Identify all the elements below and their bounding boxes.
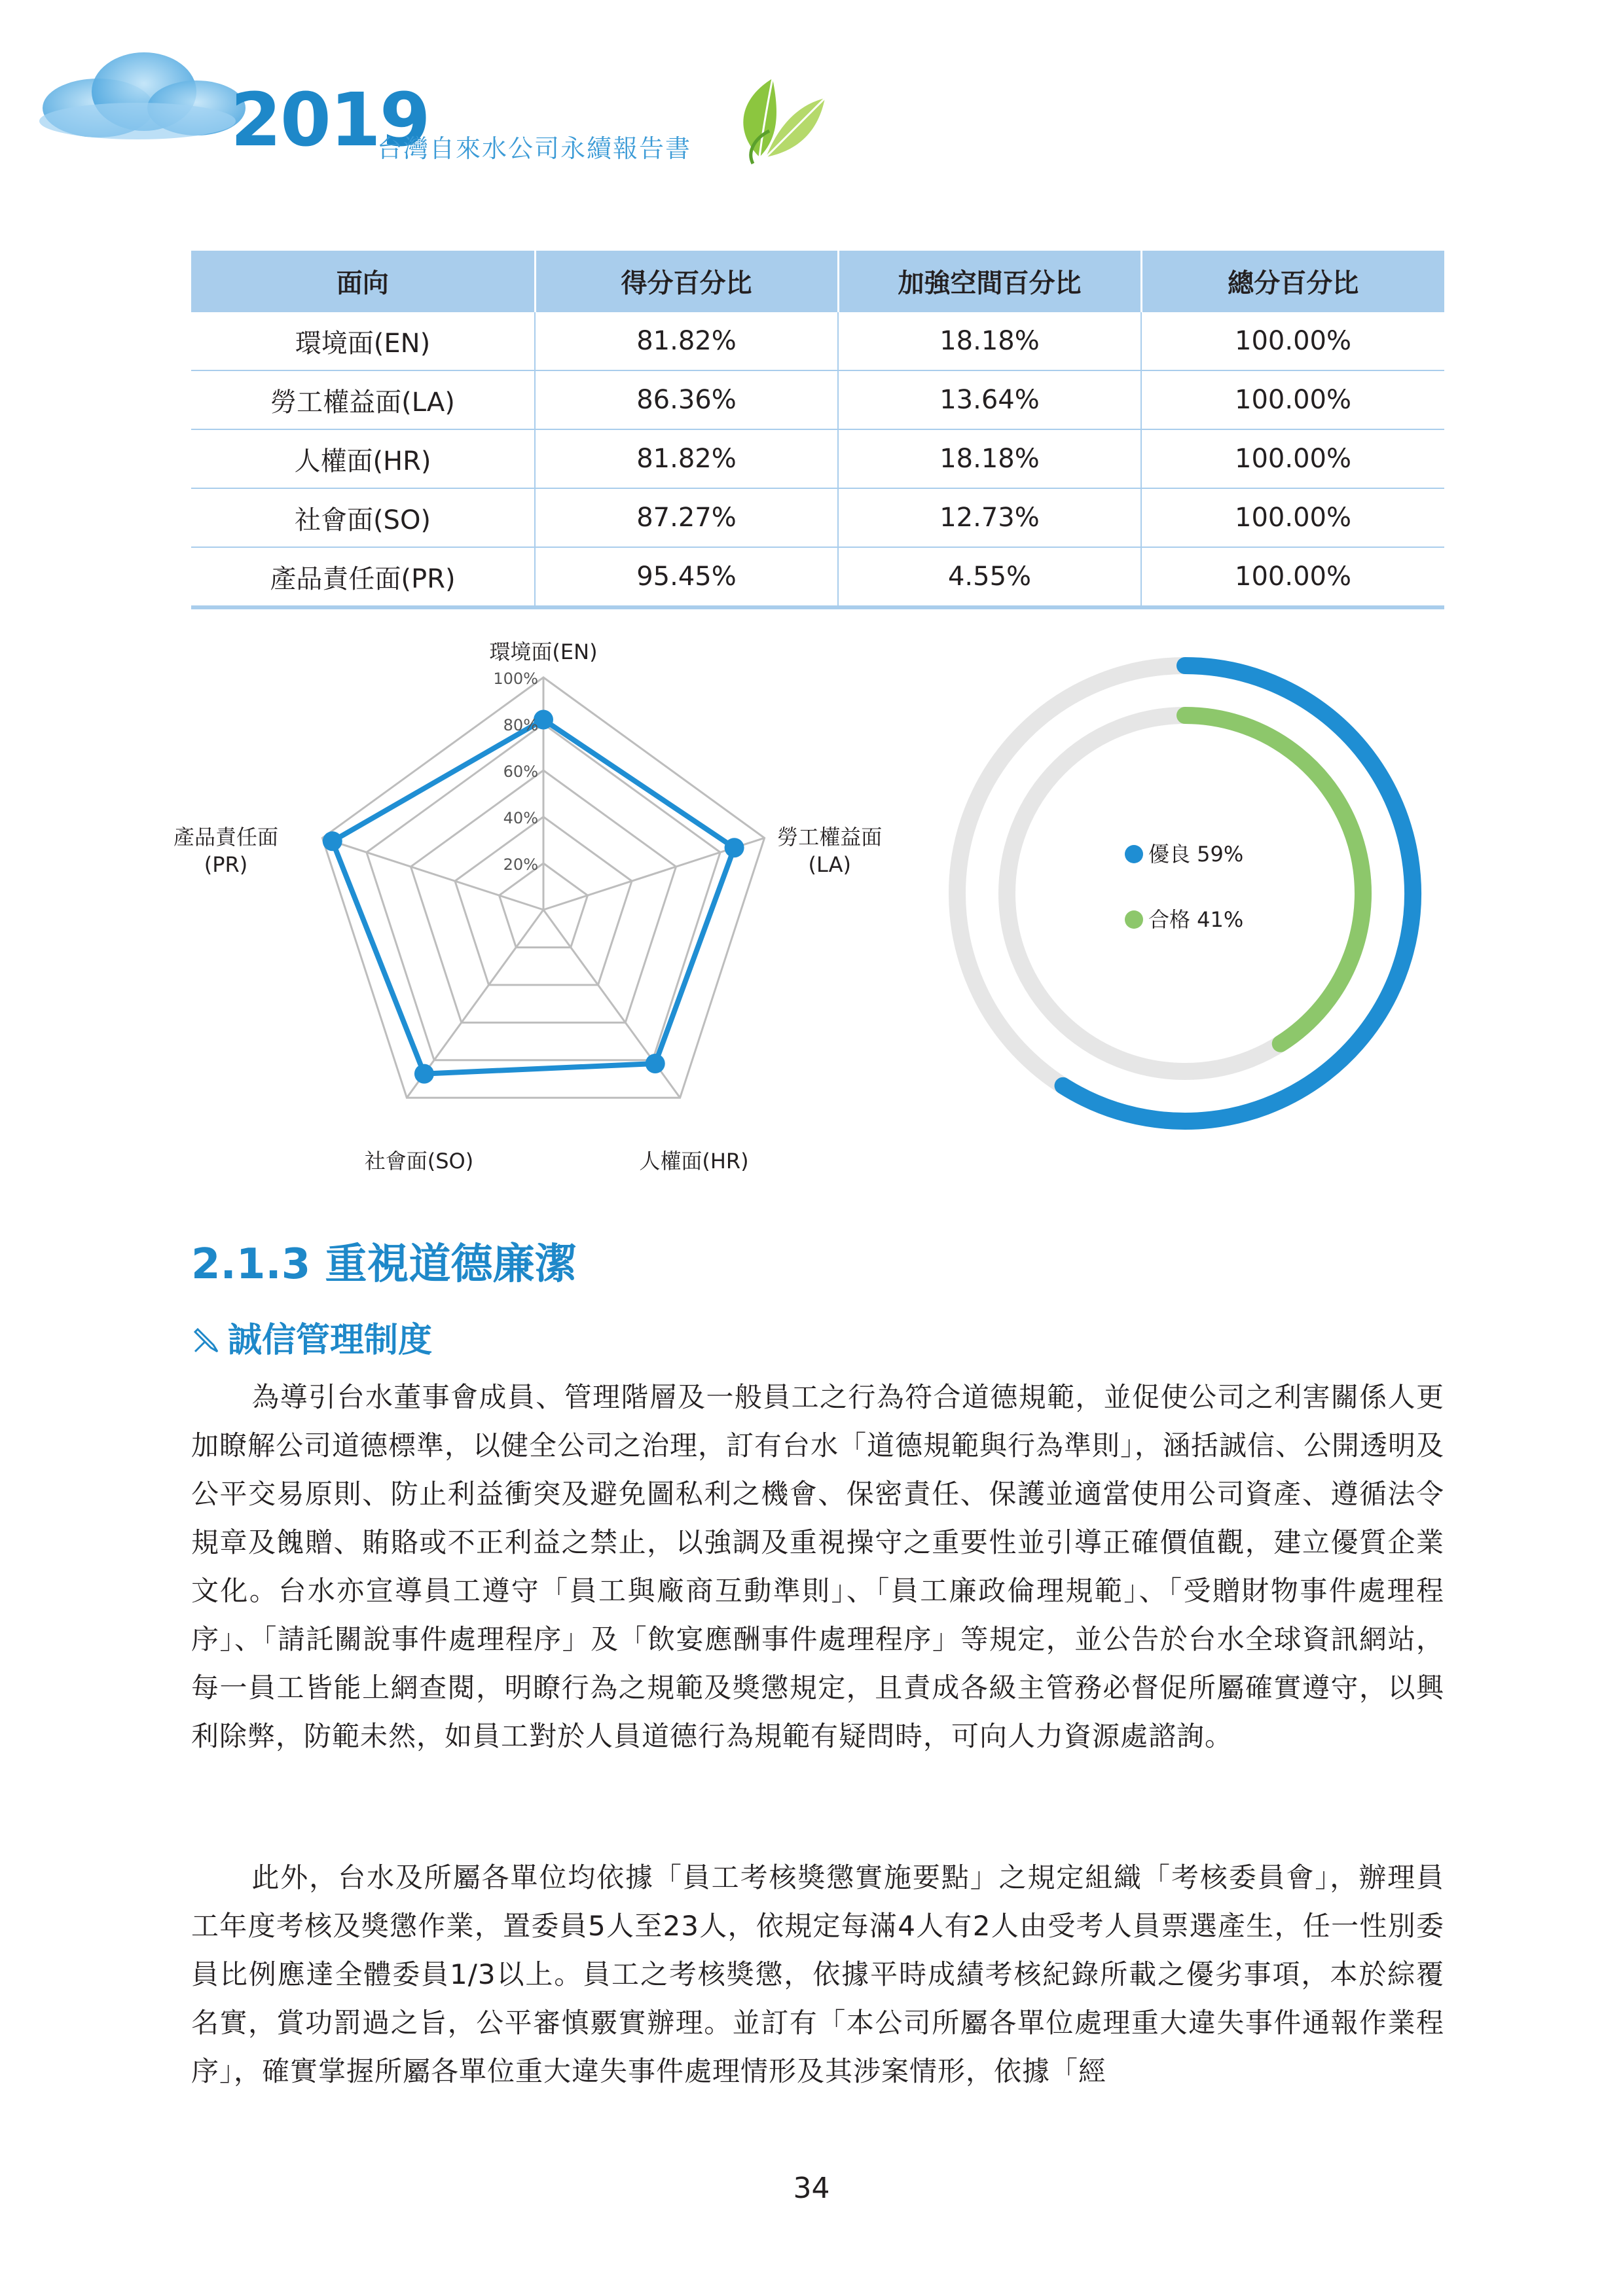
table-row bbox=[191, 488, 1444, 547]
table-cell: 勞工權益面(LA) bbox=[191, 370, 535, 429]
cloud-logo-icon bbox=[39, 46, 255, 144]
legend-label: 合格 41% bbox=[1148, 907, 1244, 932]
table-cell: 95.45% bbox=[535, 547, 838, 607]
radar-axis-label: 勞工權益面 bbox=[777, 825, 883, 850]
table-cell: 18.18% bbox=[838, 429, 1141, 488]
radar-tick-label: 80% bbox=[503, 716, 538, 734]
report-header bbox=[39, 46, 890, 177]
table-cell: 產品責任面(PR) bbox=[191, 547, 535, 607]
table-cell: 4.55% bbox=[838, 547, 1141, 607]
table-cell: 87.27% bbox=[535, 488, 838, 547]
radar-point bbox=[414, 1064, 434, 1084]
table-row bbox=[191, 547, 1444, 607]
legend-label: 優良 59% bbox=[1148, 842, 1244, 867]
radar-axis-label: 人權面(HR) bbox=[639, 1149, 749, 1174]
table-cell: 81.82% bbox=[535, 429, 838, 488]
legend-dot-icon bbox=[1125, 910, 1143, 929]
radar-axis-label: (PR) bbox=[204, 852, 248, 877]
table-row bbox=[191, 312, 1444, 370]
radar-tick-label: 20% bbox=[503, 855, 538, 874]
radar-point bbox=[323, 831, 342, 851]
paragraph: 為導引台水董事會成員、管理階層及一般員工之行為符合道德規範，並促使公司之利害關係人更加瞭解公司道德標準，以健全公司之治理，訂有台水「道德規範與行為準則」，涵括誠信、公開透明及公平交易原則、防止利益衝突及避免圖私利之機會、保密責任、保護並適當使用公司資產、遵循法令規章及餽贈、賄賂或不正利益之禁止，以強調及重視操守之重要性並引導正確價值觀，建立優質企業文化。台水亦宣導員工遵守「員工與廠商互動準則」、「員工廉政倫理規範」、「受贈財物事件處理程序」、「請託關說事件處理程序」及「飲宴應酬事件處理程序」等規定，並公告於台水全球資訊網站，每一員工皆能上網查閱，明瞭行為之規範及獎懲規定，且責成各級主管務必督促所屬確實遵守，以興利除弊，防範未然，如員工對於人員道德行為規範有疑問時，可向人力資源處諮詢。 bbox=[191, 1381, 1445, 1752]
legend-dot-icon bbox=[1125, 845, 1143, 863]
report-year: 2019 bbox=[230, 78, 429, 163]
section-title: 2.1.3 重視道德廉潔 bbox=[191, 1240, 577, 1289]
table-cell: 86.36% bbox=[535, 370, 838, 429]
table-cell: 12.73% bbox=[838, 488, 1141, 547]
pen-icon bbox=[191, 1325, 221, 1355]
column-header: 總分百分比 bbox=[1141, 251, 1444, 312]
radar-tick-label: 40% bbox=[503, 809, 538, 827]
paragraph: 此外，台水及所屬各單位均依據「員工考核獎懲實施要點」之規定組織「考核委員會」，辦理員工年度考核及獎懲作業，置委員5人至23人，依規定每滿4人有2人由受考人員票選產生，任一性別委員比例應達全體委員1/3以上。員工之考核獎懲，依據平時成績考核紀錄所載之優劣事項，本於綜覆名實，賞功罰過之旨，公平審慎覈實辦理。並訂有「本公司所屬各單位處理重大違失事件通報作業程序」，確實掌握所屬各單位重大違失事件處理情形及其涉案情形，依據「經 bbox=[191, 1861, 1444, 2087]
table-cell: 100.00% bbox=[1141, 547, 1444, 607]
column-header: 加強空間百分比 bbox=[838, 251, 1141, 312]
subsection-title bbox=[191, 1321, 433, 1360]
radar-axis-label: 社會面(SO) bbox=[364, 1149, 474, 1174]
table-cell: 人權面(HR) bbox=[191, 429, 535, 488]
column-header: 得分百分比 bbox=[535, 251, 838, 312]
table-row bbox=[191, 370, 1444, 429]
subsection-title-text: 誠信管理制度 bbox=[228, 1321, 433, 1360]
radar-tick-label: 60% bbox=[503, 762, 538, 781]
table-cell: 100.00% bbox=[1141, 429, 1444, 488]
report-title: 台灣自來水公司永續報告書 bbox=[377, 134, 692, 163]
table-header-row bbox=[191, 251, 1444, 312]
table-cell: 81.82% bbox=[535, 312, 838, 370]
donut-slice bbox=[1185, 715, 1363, 1044]
donut-chart bbox=[943, 651, 1427, 1136]
leaf-logo-icon bbox=[720, 59, 831, 170]
donut-legend bbox=[1125, 842, 1243, 932]
table-cell: 社會面(SO) bbox=[191, 488, 535, 547]
table-row bbox=[191, 429, 1444, 488]
table-cell: 13.64% bbox=[838, 370, 1141, 429]
radar-point bbox=[646, 1054, 665, 1073]
radar-axis-label: 產品責任面 bbox=[173, 825, 279, 850]
table-cell: 100.00% bbox=[1141, 312, 1444, 370]
radar-point bbox=[725, 838, 744, 857]
page-number: 34 bbox=[793, 2172, 830, 2205]
table-cell: 18.18% bbox=[838, 312, 1141, 370]
radar-tick-label: 100% bbox=[493, 670, 538, 688]
donut-rings bbox=[957, 666, 1413, 1121]
column-header: 面向 bbox=[191, 251, 535, 312]
radar-axis-label: (LA) bbox=[808, 852, 851, 877]
radar-chart bbox=[173, 628, 930, 1174]
radar-axis-label: 環境面(EN) bbox=[489, 639, 598, 664]
radar-labels bbox=[173, 639, 882, 1174]
radar-grid bbox=[322, 677, 764, 1098]
score-table bbox=[191, 251, 1444, 609]
table-cell: 100.00% bbox=[1141, 488, 1444, 547]
table-cell: 環境面(EN) bbox=[191, 312, 535, 370]
table-cell: 100.00% bbox=[1141, 370, 1444, 429]
